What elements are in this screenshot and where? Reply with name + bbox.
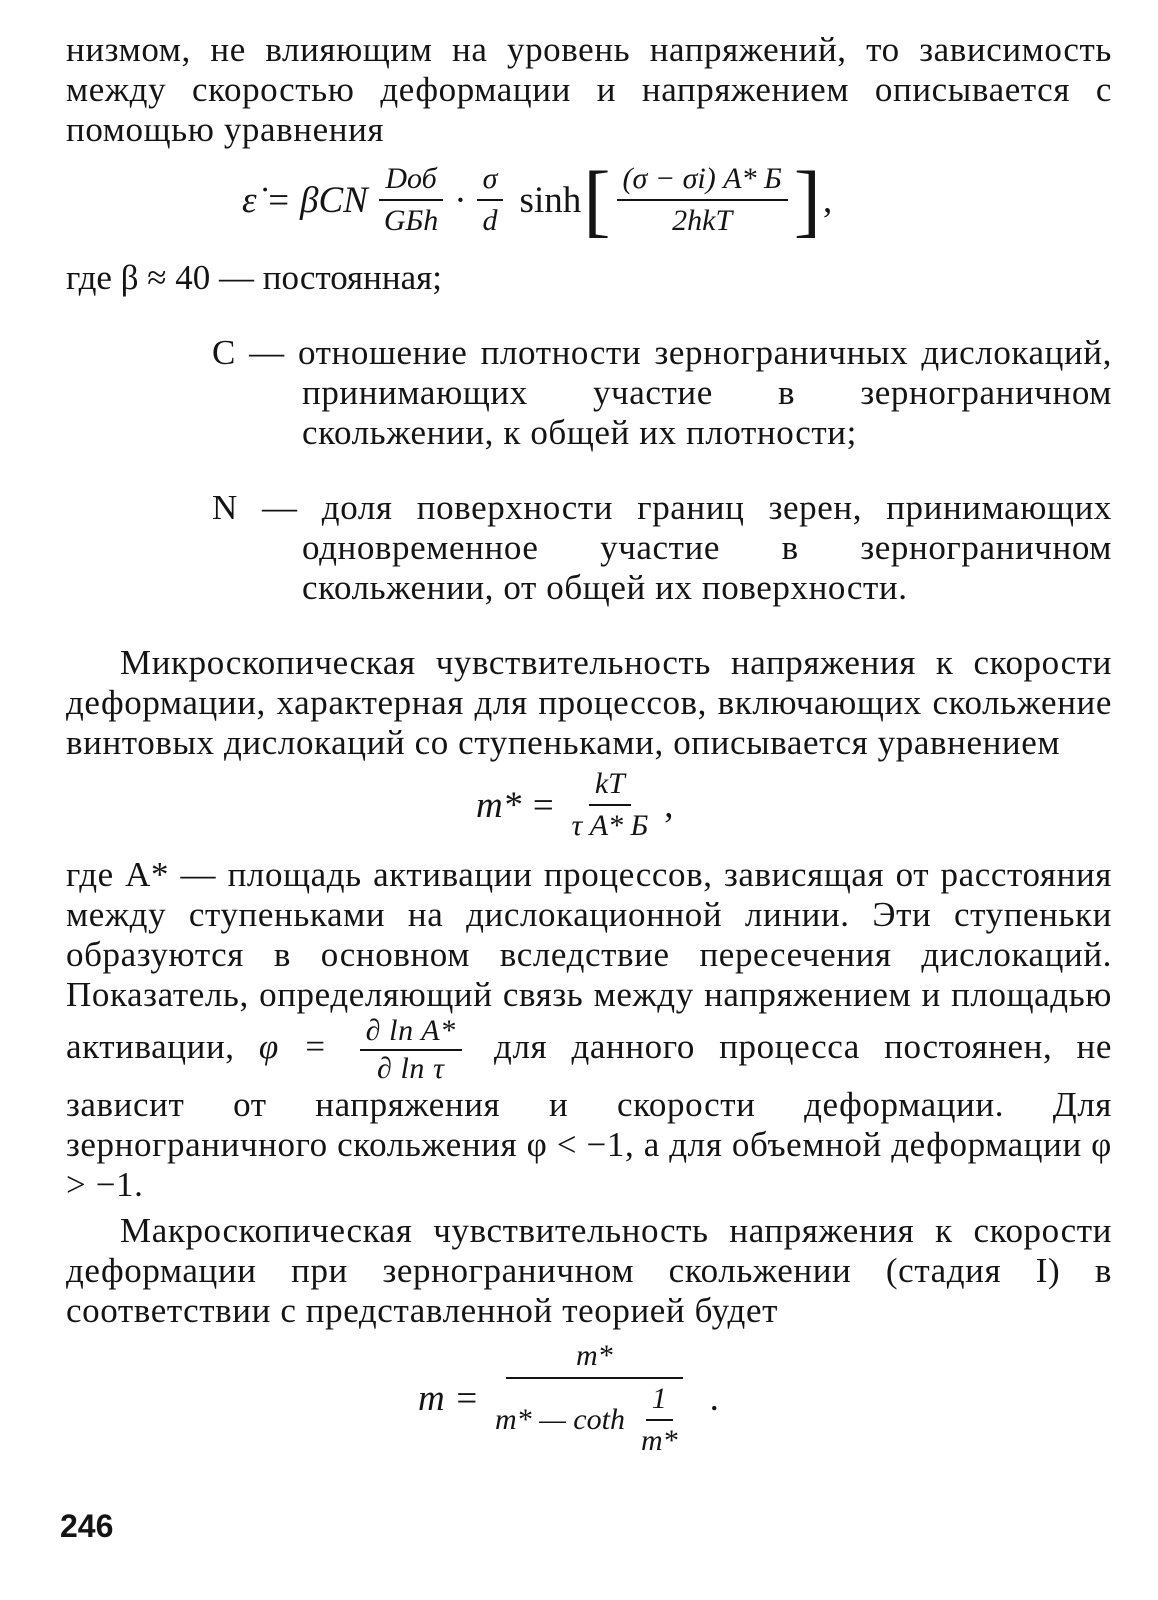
eq1-fraction-sigma-d: $\frac{\sigma}{d}$ bbox=[477, 162, 504, 238]
paragraph-microscopic: Микроскопическая чувствительность напряжения к скорости деформации, характерная для процессов, включающих скольжение винтовых дислокаций со ступеньками, описывается уравнением bbox=[66, 643, 1112, 762]
definitions-list bbox=[66, 258, 1112, 608]
page-content bbox=[66, 30, 1112, 1471]
paragraph-macroscopic: Макроскопическая чувствительность напряжения к скорости деформации при зернограничном скольжении (стадия I) в соответствии с представленной теорией будет bbox=[66, 1211, 1112, 1330]
eq1-fraction-diffusion: $\frac{\text{Dоб}}{\text{GБh}}$ bbox=[378, 162, 444, 238]
eq3-fraction: m* m* — coth $\frac{1}{m*}$ bbox=[489, 1339, 700, 1458]
definition-n: N — доля поверхности границ зерен, принимающих одновременное участие в зернограничном скольжении, от общей их поверхности. bbox=[212, 488, 1112, 607]
eq1-sinh: sinh bbox=[519, 179, 582, 221]
eq1-lhs: ε̇ = βCN bbox=[242, 179, 368, 221]
paragraph-intro: низмом, не влияющим на уровень напряжений, то зависимость между скоростью деформации и напряжением описывается с помощью уравнения bbox=[66, 30, 1112, 149]
equation-strain-rate: ε̇ = βCN $\frac{\text{Dоб}}{\text{GБh}}$ · $\frac{\sigma}{d}$ sinh [ $\frac{(\sigma - \sigma i) A* Б}{\text{2hkT}}$ ] , bbox=[242, 154, 833, 245]
equation-m-star: m* = $\frac{kT}{\text{τ A* Б}}$ , bbox=[476, 767, 674, 842]
paragraph-activation-area: где A* — площадь активации процессов, зависящая от расстояния между ступеньками на дислокационной линии. Эти ступеньки образуются в основном вследствие пересечения дислокаций. Показатель, определяющий связь между напряжением и площадью активации, φ = $\frac{\text{∂ ln A*}}{\text{∂ ln τ}}$ для данного процесса постоянен, не зависит от напряжения и скорости деформации. Для зернограничного скольжения φ < −1, а для объемной деформации φ > −1. bbox=[66, 855, 1113, 1204]
definition-beta: где β ≈ 40 — постоянная; bbox=[66, 258, 442, 297]
eq2-fraction: $\frac{kT}{\text{τ A* Б}}$ bbox=[571, 767, 649, 842]
eq1-fraction-argument: $\frac{(\sigma - \sigma i) A* Б}{\text{2hkT}}$ bbox=[617, 162, 788, 238]
eq3-inner-fraction: $\frac{1}{m*}$ bbox=[640, 1382, 678, 1457]
definition-c: C — отношение плотности зернограничных дислокаций, принимающих участие в зернограничном скольжении, к общей их плотности; bbox=[212, 333, 1112, 452]
phi-fraction: $\frac{\text{∂ ln A*}}{\text{∂ ln τ}}$ bbox=[360, 1015, 462, 1085]
page-number: 246 bbox=[60, 1508, 114, 1544]
equation-m: m = m* m* — coth $\frac{1}{m*}$ . bbox=[418, 1339, 719, 1457]
